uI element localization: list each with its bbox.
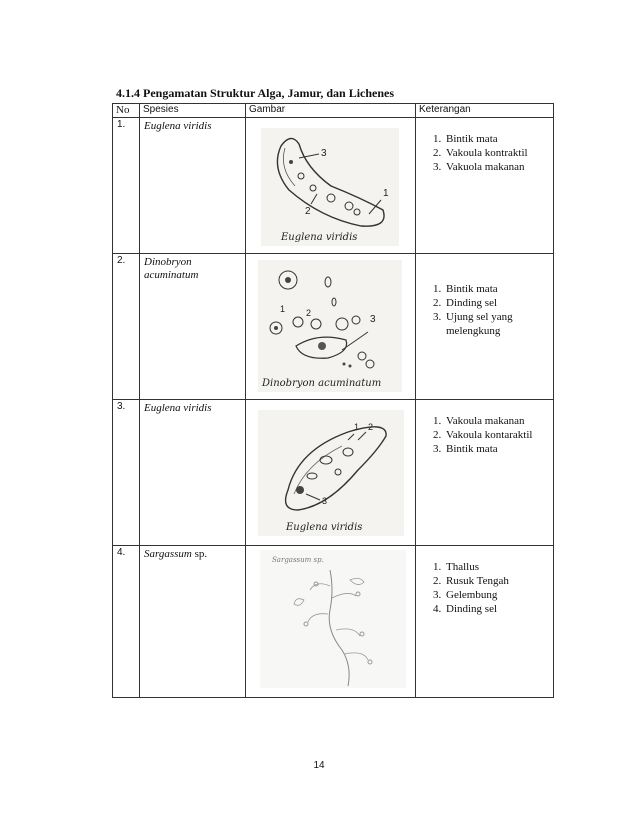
drawing-cell [246,400,416,546]
notes-cell [416,400,554,546]
table-row [113,546,554,698]
drawing-label: 3 [321,148,327,159]
species-italic: Sargassum [144,548,192,560]
note-item: 3. Bintik mata [444,442,553,456]
species-name [140,400,246,546]
note-item: 3. Ujung sel yang melengkung [444,310,553,338]
row-number: 1. [113,118,140,254]
drawing-caption: Dinobryon acuminatum [262,378,382,389]
drawing-caption: Sargassum sp. [272,556,324,564]
drawing-caption: Euglena viridis [286,522,363,533]
notes-list [416,282,553,338]
drawing-label: 2 [306,308,312,318]
species-name [140,546,246,698]
note-item: 2. Vakoula kontaraktil [444,428,553,442]
notes-list [416,414,553,456]
header-notes: Keterangan [416,104,554,118]
note-item: 1. Vakoula makanan [444,414,553,428]
page-number: 14 [313,760,325,771]
table-header-row [113,104,554,118]
table-row [113,118,554,254]
species-name [140,118,246,254]
drawing-label: 1 [280,304,286,314]
drawing-label: 1 [383,188,389,199]
row-number: 3. [113,400,140,546]
species-suffix: sp. [191,548,208,560]
notes-list [416,132,553,174]
notes-cell [416,254,554,400]
note-item: 1. Bintik mata [444,282,553,296]
sargassum-drawing [260,550,406,688]
drawing-cell [246,254,416,400]
note-item: 2. Dinding sel [444,296,553,310]
row-number: 4. [113,546,140,698]
drawing-cell [246,546,416,698]
note-item: 4. Dinding sel [444,602,553,616]
note-item: 1. Thallus [444,560,553,574]
species-name [140,254,246,400]
table-row [113,254,554,400]
euglena-drawing-2 [258,410,404,536]
notes-list [416,560,553,616]
drawing-label: 1 [354,422,360,432]
section-title: 4.1.4 Pengamatan Struktur Alga, Jamur, dan Lichenes [116,86,395,100]
header-image: Gambar [246,104,416,118]
table-row [113,400,554,546]
drawing-caption: Euglena viridis [281,232,358,243]
note-item: 2. Rusuk Tengah [444,574,553,588]
drawing-cell [246,118,416,254]
note-item: 1. Bintik mata [444,132,553,146]
drawing-label: 2 [305,206,311,217]
observation-table [112,103,554,698]
row-number: 2. [113,254,140,400]
header-species: Spesies [140,104,246,118]
species-italic: Euglena viridis [144,402,212,414]
note-item: 3. Vakuola makanan [444,160,553,174]
notes-cell [416,118,554,254]
drawing-label: 3 [370,314,376,325]
header-no: No [113,104,140,118]
dinobryon-drawing [258,260,402,392]
species-italic: Euglena viridis [144,120,212,132]
species-italic: Dinobryon acuminatum [144,256,199,281]
drawing-label: 2 [368,422,374,432]
note-item: 3. Gelembung [444,588,553,602]
drawing-label: 3 [322,496,328,506]
euglena-drawing [261,128,399,246]
note-item: 2. Vakoula kontraktil [444,146,553,160]
notes-cell [416,546,554,698]
